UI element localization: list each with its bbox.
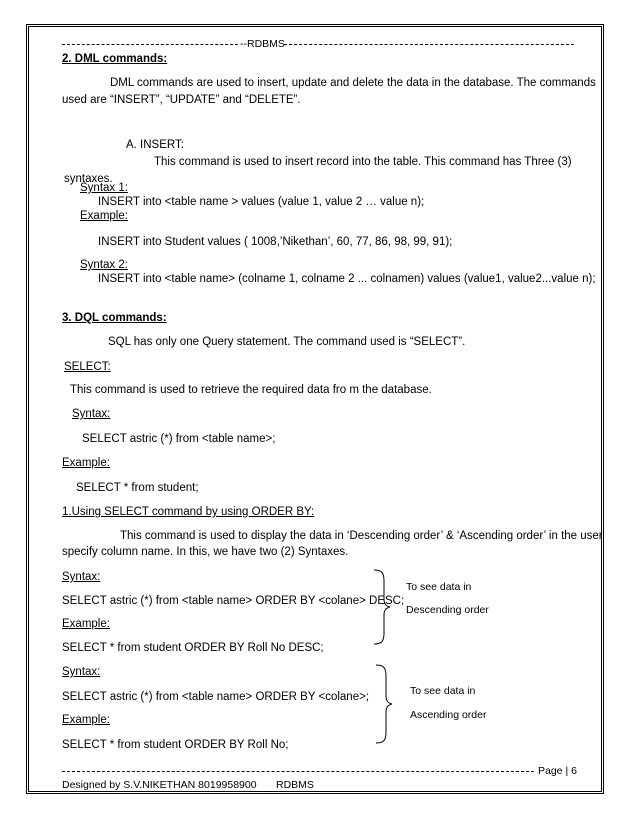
insert-example-label: Example: [80, 210, 128, 222]
asc-example-text: SELECT * from student ORDER BY Roll No; [62, 739, 289, 751]
select-label: SELECT: [64, 361, 111, 373]
insert-desc-line1: This command is used to insert record into the table. This command has Three (3) [154, 156, 572, 168]
asc-syntax-text: SELECT astric (*) from <table name> ORDER BY <colane>; [62, 691, 370, 703]
syntax2-label: Syntax 2: [80, 259, 128, 271]
dml-heading: 2. DML commands: [62, 53, 168, 65]
footer-designer: Designed by S.V.NIKETHAN 8019958900 [62, 779, 257, 791]
descending-note-line1: To see data in [406, 581, 472, 593]
syntax1-text: INSERT into <table name > values (value 1, value 2 … value n); [98, 196, 425, 208]
footer-rule [62, 771, 534, 772]
syntax1-label: Syntax 1: [80, 182, 128, 194]
syntax2-text: INSERT into <table name> (colname 1, colname 2 ... colnamen) values (value1, value2...value n); [98, 273, 596, 285]
descending-note-line2: Descending order [406, 604, 489, 616]
orderby-desc-line1: This command is used to display the data in ‘Descending order’ & ‘Ascending order’ in the user [120, 530, 603, 542]
desc-example-label: Example: [62, 618, 110, 630]
dml-paragraph-line2: used are “INSERT”, “UPDATE” and “DELETE”. [62, 94, 301, 106]
page-number: Page | 6 [538, 765, 577, 777]
select-example-text: SELECT * from student; [76, 482, 199, 494]
header-rule-left [62, 44, 238, 45]
insert-heading: A. INSERT: [126, 139, 184, 151]
select-syntax-text: SELECT astric (*) from <table name>; [82, 433, 276, 445]
ascending-note-line2: Ascending order [410, 709, 487, 721]
page-border [26, 24, 604, 794]
select-desc: This command is used to retrieve the required data fro m the database. [70, 384, 432, 396]
asc-example-label: Example: [62, 714, 110, 726]
insert-desc-line2: syntaxes. [64, 173, 113, 185]
desc-example-text: SELECT * from student ORDER BY Roll No DESC; [62, 642, 324, 654]
select-example-label: Example: [62, 457, 110, 469]
descending-brace-icon [370, 569, 394, 645]
select-syntax-label: Syntax: [72, 408, 111, 420]
desc-syntax-text: SELECT astric (*) from <table name> ORDER BY <colane> DESC; [62, 595, 405, 607]
insert-example-text: INSERT into Student values ( 1008,’Nikethan’, 60, 77, 86, 98, 99, 91); [98, 236, 453, 248]
asc-syntax-label: Syntax: [62, 666, 101, 678]
orderby-desc-line2: specify column name. In this, we have two (2) Syntaxes. [62, 546, 349, 558]
header-label: --RDBMS [240, 38, 285, 50]
dml-paragraph-line1: DML commands are used to insert, update and delete the data in the database. The commands [110, 77, 596, 89]
footer-subject: RDBMS [276, 779, 314, 791]
ascending-brace-icon [372, 664, 396, 744]
header-rule-right [284, 44, 574, 45]
ascending-note-line1: To see data in [410, 685, 476, 697]
dql-paragraph: SQL has only one Query statement. The command used is “SELECT”. [108, 336, 466, 348]
dql-heading: 3. DQL commands: [62, 312, 167, 324]
desc-syntax-label: Syntax: [62, 571, 101, 583]
orderby-heading: 1.Using SELECT command by using ORDER BY: [62, 506, 315, 518]
